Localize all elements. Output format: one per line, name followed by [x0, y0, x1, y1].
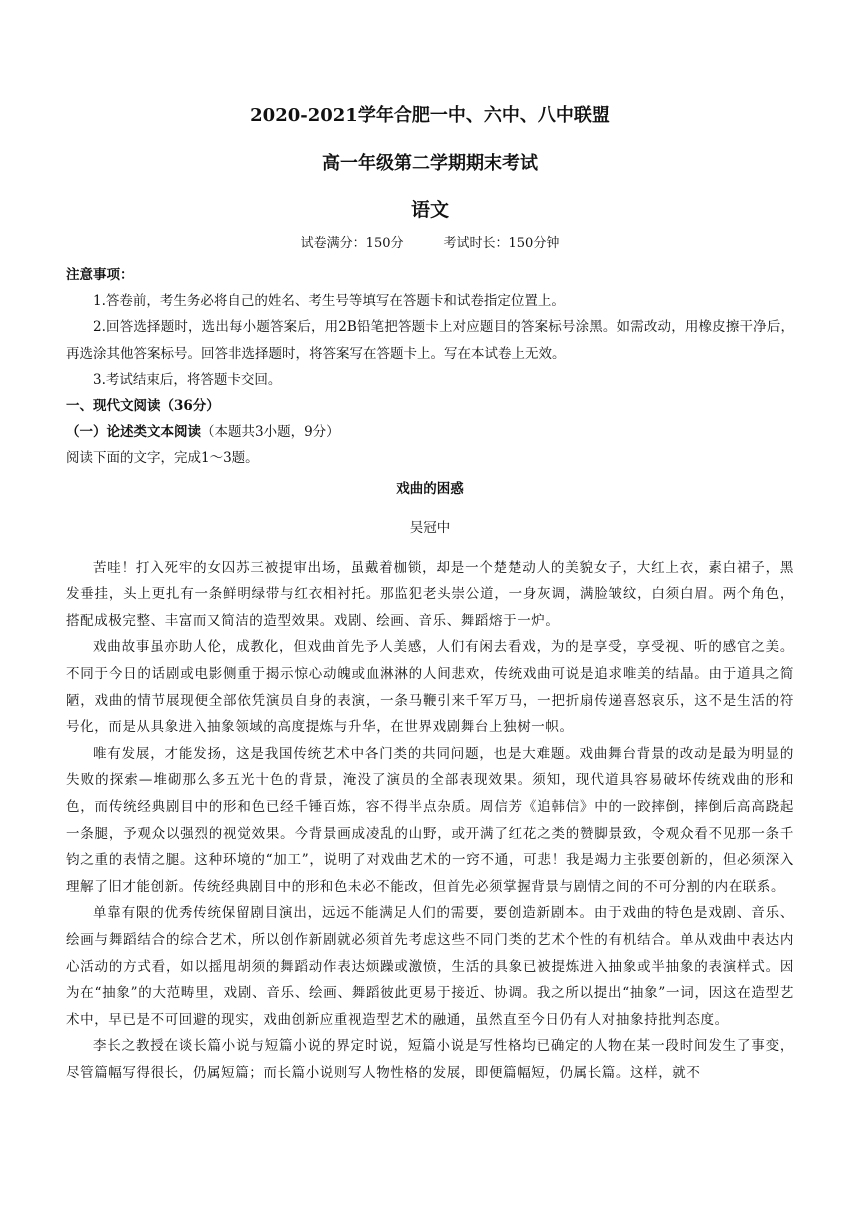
notice-heading: 注意事项：	[66, 267, 134, 283]
notice-item-3: 3.考试结束后，将答题卡交回。	[93, 371, 282, 388]
sub-section-title: （一）论述类文本阅读	[66, 424, 201, 441]
page-content	[66, 104, 794, 1087]
article-author: 吴冠中	[409, 520, 451, 537]
sub-section-heading	[66, 419, 794, 445]
article-paragraph-5: 李长之教授在谈长篇小说与短篇小说的界定时说，短篇小说是写性格均已确定的人物在某一段时间发生了事变，尽管篇幅写得很长，仍属短篇；而长篇小说则写人物性格的发展，即便篇幅短，仍属长篇。这样，就不	[66, 1038, 794, 1081]
exam-title-line1: 2020-2021学年合肥一中、六中、八中联盟	[250, 105, 610, 126]
article-title: 戏曲的困惑	[396, 480, 464, 497]
exam-title-line2: 高一年级第二学期期末考试	[322, 153, 538, 174]
subject-title: 语文	[410, 199, 449, 221]
notice-item-1: 1.答卷前，考生务必将自己的姓名、考生号等填写在答题卡和试卷指定位置上。	[93, 293, 565, 310]
notice-item-2: 2.回答选择题时，选出每小题答案后，用2B铅笔把答题卡上对应题目的答案标号涂黑。如需改动，用橡皮擦干净后，再选涂其他答案标号。回答非选择题时，将答案写在答题卡上。写在本试卷上无效。	[66, 319, 794, 362]
article-paragraph-2: 戏曲故事虽亦助人伦，成教化，但戏曲首先予人美感，人们有闲去看戏，为的是享受，享受视、听的感官之美。不同于今日的话剧或电影侧重于揭示惊心动魄或血淋淋的人间悲欢，传统戏曲可说是追求唯美的结晶。由于道具之简陋，戏曲的情节展现便全部依凭演员自身的表演，一条马鞭引来千军万马，一把折扇传递喜怒哀乐，这不是生活的符号化，而是从具象进入抽象领域的高度提炼与升华，在世界戏剧舞台上独树一帜。	[66, 639, 794, 736]
article-paragraph-3: 唯有发展，才能发扬，这是我国传统艺术中各门类的共同问题，也是大难题。戏曲舞台背景的改动是最为明显的失败的探索—堆砌那么多五光十色的背景，淹没了演员的全部表现效果。须知，现代道具容易破坏传统戏曲的形和色，而传统经典剧目中的形和色已经千锤百炼，容不得半点杂质。周信芳《追韩信》中的一跤摔倒，摔倒后高高跷起一条腿，予观众以强烈的视觉效果。今背景画成凌乱的山野，或开满了红花之类的赞脚景致，令观众看不见那一条千钧之重的表情之腿。这种环境的“加工”，说明了对戏曲艺术的一窍不通，可悲！我是竭力主张要创新的，但必须深入理解了旧才能创新。传统经典剧目中的形和色未必不能改，但首先必须掌握背景与剧情之间的不可分割的内在联系。	[66, 745, 794, 895]
article-paragraph-4: 单靠有限的优秀传统保留剧目演出，远远不能满足人们的需要，要创造新剧本。由于戏曲的特色是戏剧、音乐、绘画与舞蹈结合的综合艺术，所以创作新剧就必须首先考虑这些不同门类的艺术个性的有机结合。单从戏曲中表达内心活动的方式看，如以摇甩胡须的舞蹈动作表达烦躁或激愤，生活的具象已被提炼进入抽象或半抽象的表演样式。因为在“抽象”的大范畴里，戏剧、音乐、绘画、舞蹈彼此更易于接近、协调。我之所以提出“抽象”一词，因这在造型艺术中，早已是不可回避的现实，戏曲创新应重视造型艺术的融通，虽然直至今日仍有人对抽象持批判态度。	[66, 905, 794, 1028]
full-score: 试卷满分：150分	[300, 236, 404, 251]
sub-section-note: （本题共3小题，9分）	[201, 424, 340, 441]
exam-meta	[66, 234, 794, 254]
reading-instruction: 阅读下面的文字，完成1～3题。	[66, 450, 259, 467]
section-heading: 一、现代文阅读（36分）	[66, 398, 220, 415]
article-paragraph-1: 苦哇！打入死牢的女囚苏三被提审出场，虽戴着枷锁，却是一个楚楚动人的美貌女子，大红上衣，素白裙子，黑发垂挂，头上更扎有一条鲜明绿带与红衣相衬托。那监犯老头崇公道，一身灰调，满脸皱纹，白须白眉。两个角色，搭配成极完整、丰富而又简洁的造型效果。戏剧、绘画、音乐、舞蹈熔于一炉。	[66, 559, 794, 629]
exam-duration: 考试时长：150分钟	[443, 236, 560, 251]
